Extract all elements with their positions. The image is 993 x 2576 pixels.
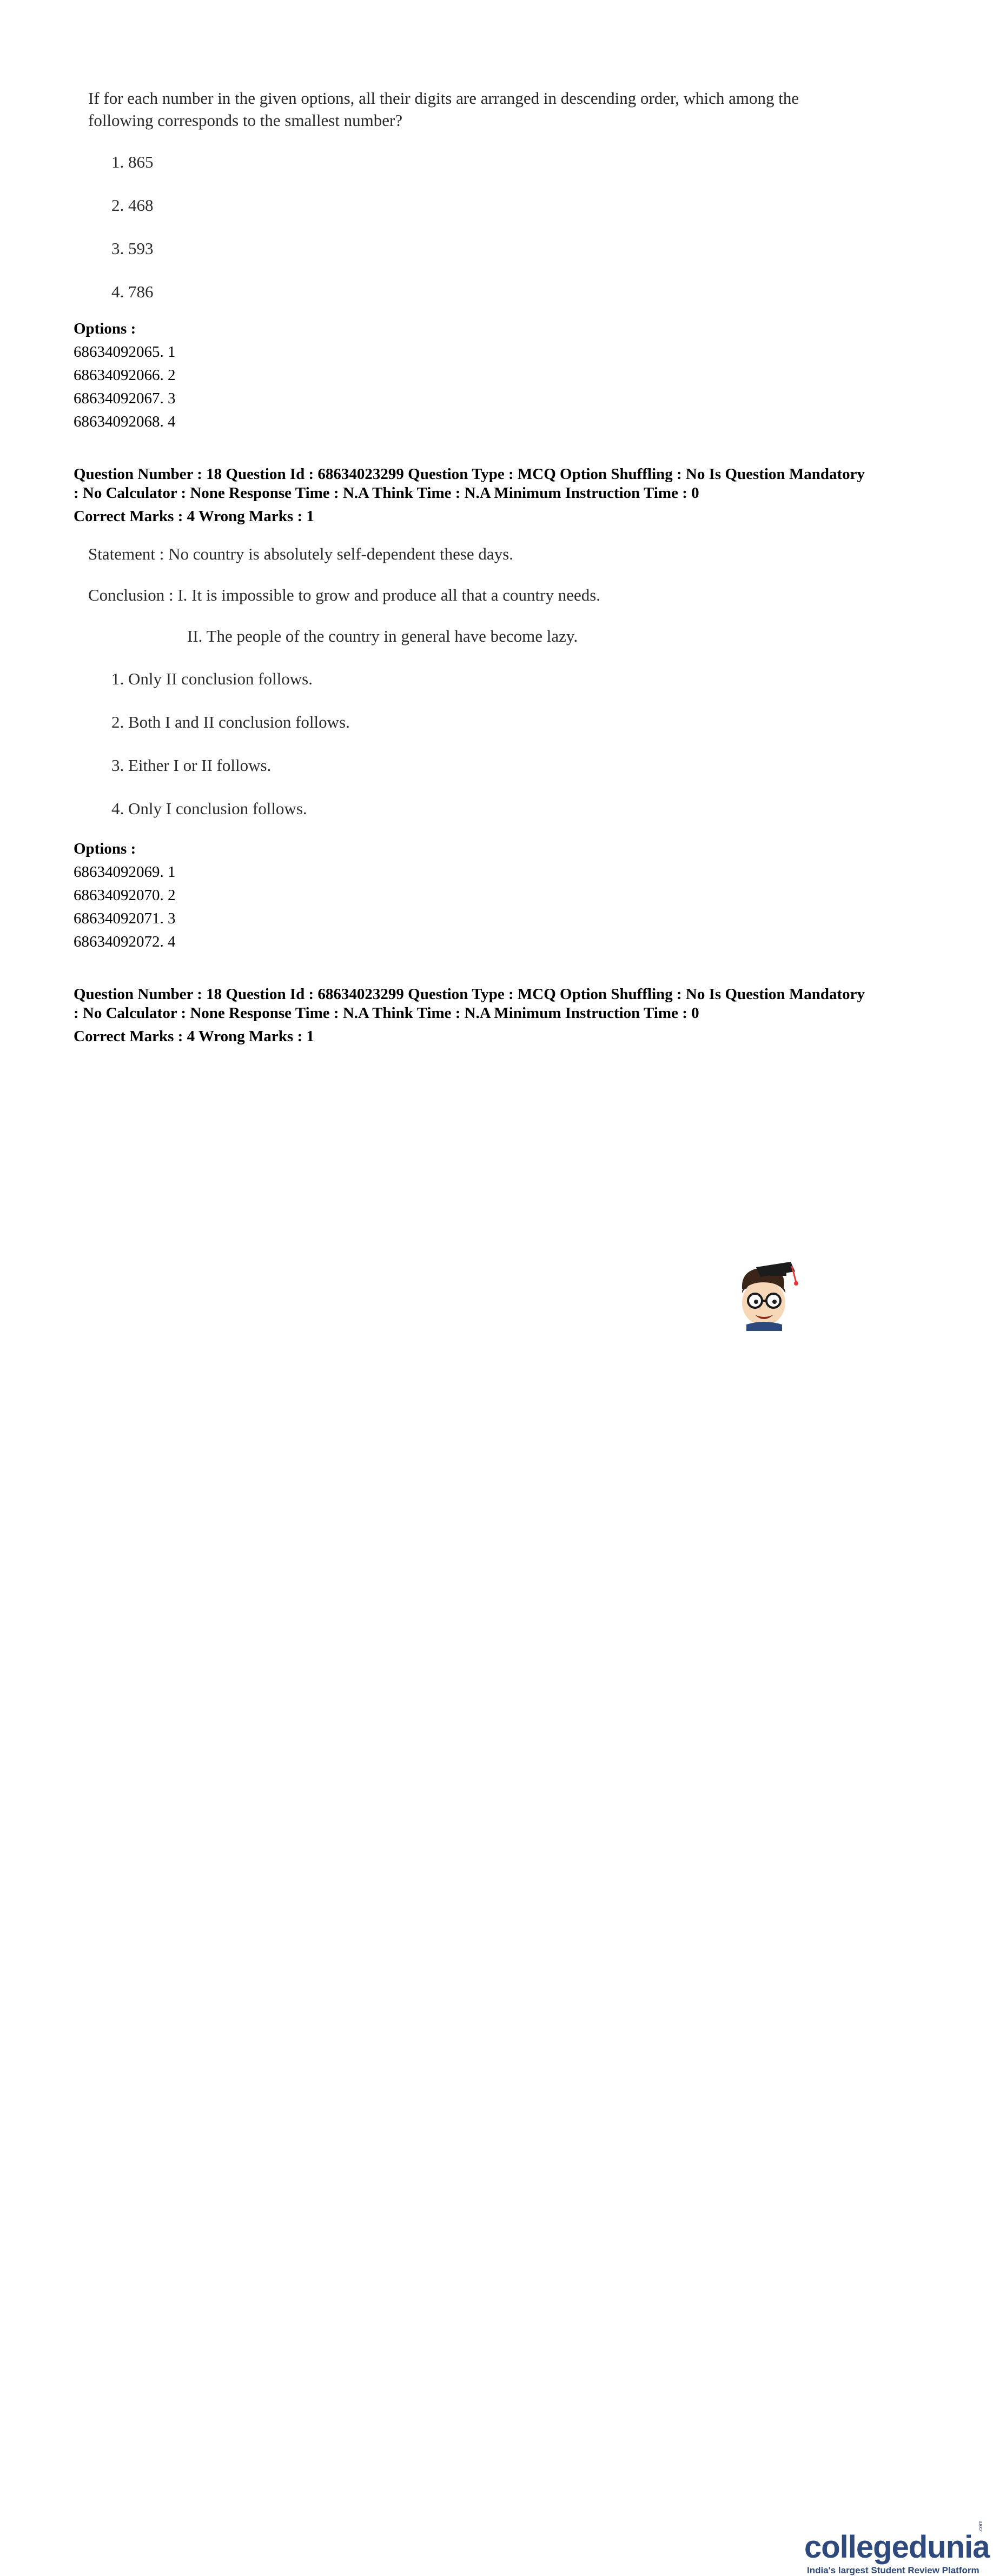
collegedunia-logo xyxy=(731,1261,990,2575)
q17-text-line1: If for each number in the given options, all their digits are arranged in descending order, which among the xyxy=(88,89,799,108)
q18-choice-3: 3. Either I or II follows. xyxy=(111,756,272,775)
logo-domain-suffix: .com xyxy=(978,2520,984,2532)
q17-choice-2: 2. 468 xyxy=(111,196,154,215)
q18-choice-4: 4. Only I conclusion follows. xyxy=(111,799,307,818)
q18-repeat-meta-line1: Question Number : 18 Question Id : 68634023299 Question Type : MCQ Option Shuffling : No Is Question Mandatory xyxy=(74,986,865,1003)
q18-marks: Correct Marks : 4 Wrong Marks : 1 xyxy=(74,508,314,525)
q18-choice-1: 1. Only II conclusion follows. xyxy=(111,669,313,688)
option-id-line: 68634092072. 4 xyxy=(74,933,176,950)
options-heading: Options : xyxy=(74,840,136,857)
options-heading: Options : xyxy=(74,320,136,337)
q17-choice-3: 3. 593 xyxy=(111,239,154,258)
q18-repeat-marks: Correct Marks : 4 Wrong Marks : 1 xyxy=(74,1028,314,1045)
q18-choice-2: 2. Both I and II conclusion follows. xyxy=(111,713,350,731)
q18-repeat-meta-line2: : No Calculator : None Response Time : N.A Think Time : N.A Minimum Instruction Time : 0 xyxy=(74,1004,699,1022)
option-id-line: 68634092069. 1 xyxy=(74,863,176,881)
option-id-line: 68634092065. 1 xyxy=(74,343,176,361)
q18-meta-line2: : No Calculator : None Response Time : N.A Think Time : N.A Minimum Instruction Time : 0 xyxy=(74,484,699,502)
option-id-line: 68634092070. 2 xyxy=(74,887,176,904)
q18-conclusion-2: II. The people of the country in general have become lazy. xyxy=(187,627,578,645)
logo-wordmark: collegedunia xyxy=(804,2530,990,2565)
q17-text-line2: following corresponds to the smallest number? xyxy=(88,111,403,130)
q18-meta-line1: Question Number : 18 Question Id : 68634023299 Question Type : MCQ Option Shuffling : No Is Question Mandatory xyxy=(74,465,865,483)
option-id-line: 68634092066. 2 xyxy=(74,367,176,384)
student-mascot-icon xyxy=(731,1261,802,1331)
option-id-line: 68634092067. 3 xyxy=(74,390,176,407)
q18-conclusion-1: Conclusion : I. It is impossible to grow and produce all that a country needs. xyxy=(88,585,601,604)
option-id-line: 68634092068. 4 xyxy=(74,413,176,430)
logo-tagline: India's largest Student Review Platform xyxy=(807,2565,979,2575)
q17-choice-4: 4. 786 xyxy=(111,282,154,301)
q18-statement: Statement : No country is absolutely self-dependent these days. xyxy=(88,544,514,563)
q17-choice-1: 1. 865 xyxy=(111,152,154,171)
option-id-line: 68634092071. 3 xyxy=(74,910,176,927)
